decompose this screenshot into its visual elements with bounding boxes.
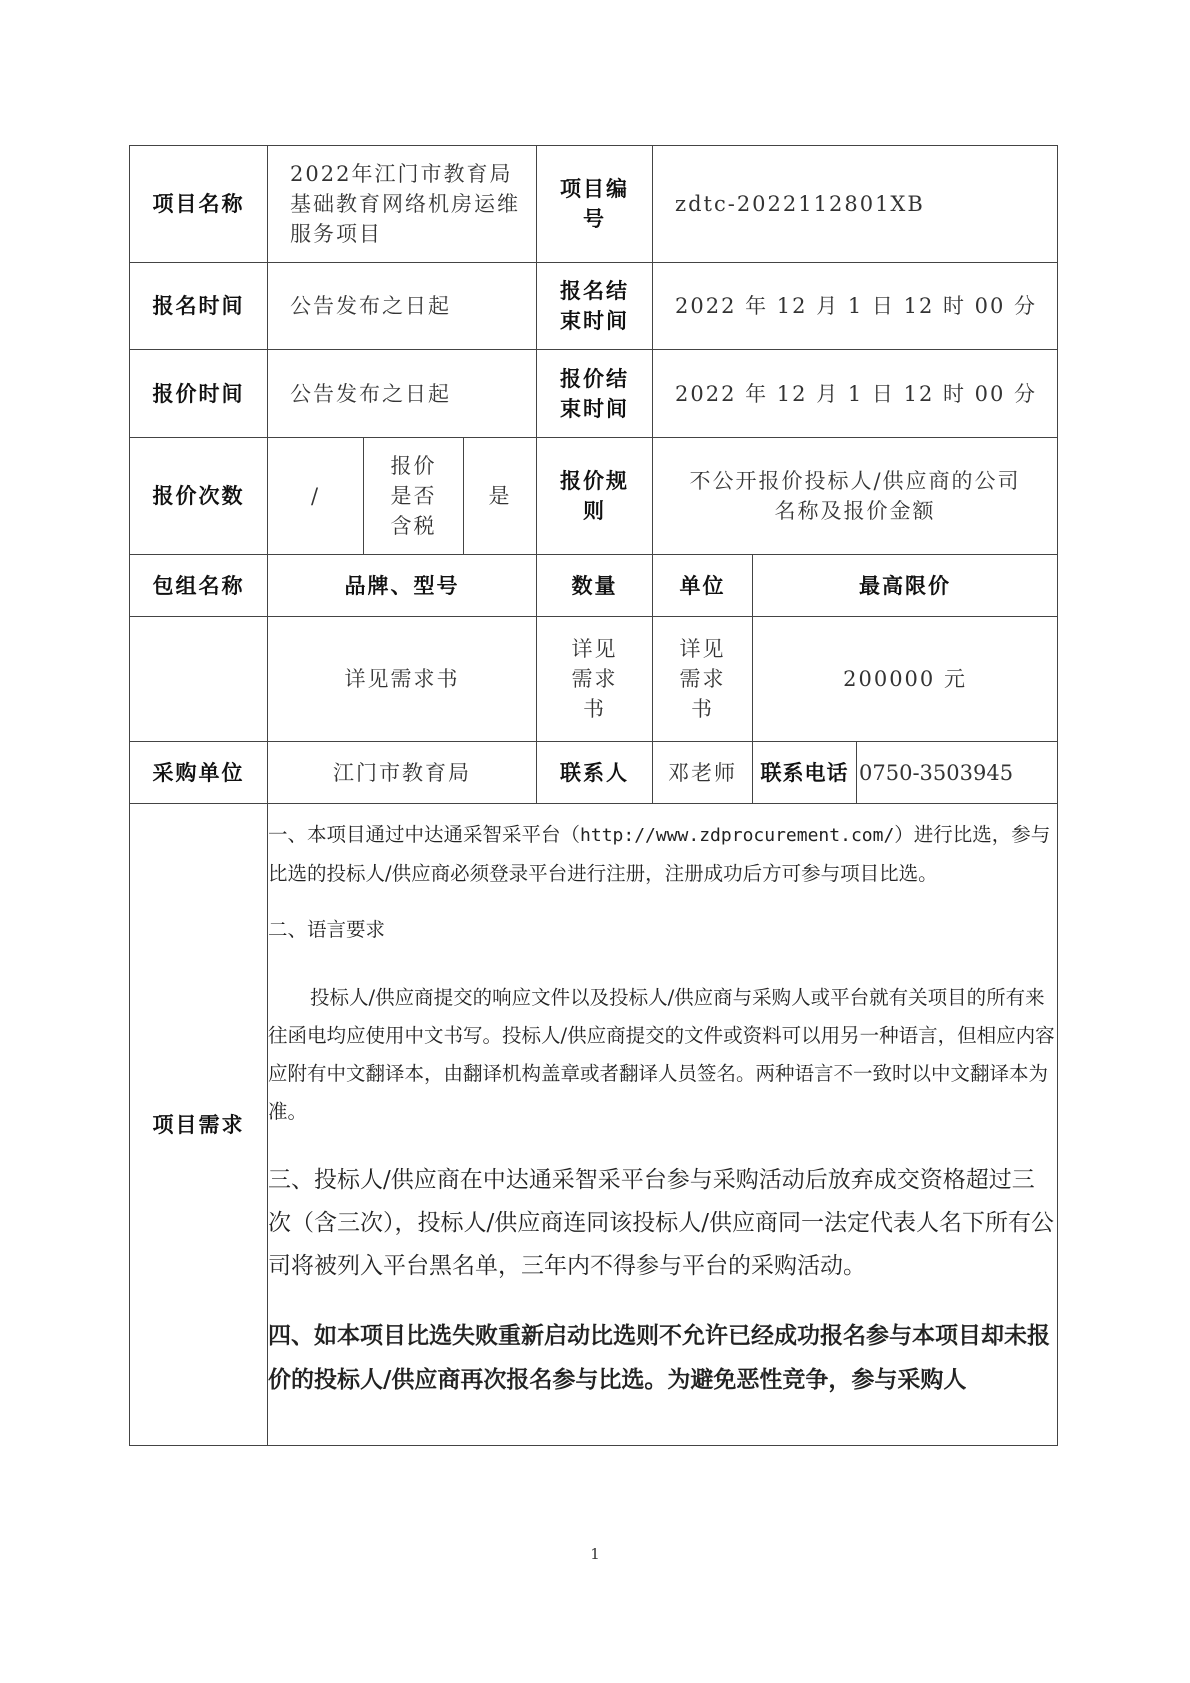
phone-value: 0750-3503945	[857, 742, 1058, 804]
req-p1-before: 一、本项目通过中达通采智采平台（	[268, 823, 581, 846]
signup-time-label: 报名时间	[130, 263, 268, 350]
goods-package	[130, 617, 268, 742]
requirements-row	[130, 804, 1058, 1446]
project-code-label: 项目编号	[537, 146, 653, 263]
signup-end-value: 2022 年 12 月 1 日 12 时 00 分	[653, 263, 1058, 350]
contact-label: 联系人	[537, 742, 653, 804]
requirement-paragraph-5: 四、如本项目比选失败重新启动比选则不允许已经成功报名参与本项目却未报价的投标人/供应商再次报名参与比选。为避免恶性竞争，参与采购人	[268, 1323, 1050, 1393]
quote-rule-value: 不公开报价投标人/供应商的公司名称及报价金额	[653, 438, 1058, 555]
row-quote-time	[130, 350, 1058, 438]
requirements-label: 项目需求	[130, 804, 268, 1446]
page-number: 1	[590, 1545, 600, 1563]
requirement-paragraph-1	[268, 804, 1057, 893]
row-quote-count	[130, 438, 1058, 555]
header-unit: 单位	[653, 555, 753, 617]
quote-end-value: 2022 年 12 月 1 日 12 时 00 分	[653, 350, 1058, 438]
goods-brand: 详见需求书	[268, 617, 537, 742]
project-name-label: 项目名称	[130, 146, 268, 263]
tax-value: 是	[464, 438, 537, 555]
platform-url: http://www.zdprocurement.com/	[580, 825, 895, 846]
project-code-value: zdtc-2022112801XB	[653, 146, 1058, 263]
procurement-table	[129, 145, 1058, 1446]
goods-header-row	[130, 555, 1058, 617]
goods-quantity: 详见需求书	[537, 617, 653, 742]
goods-row	[130, 617, 1058, 742]
tax-label: 报价是否含税	[364, 438, 464, 555]
requirement-paragraph-2: 二、语言要求	[268, 918, 386, 941]
goods-unit: 详见需求书	[653, 617, 753, 742]
phone-label: 联系电话	[753, 742, 857, 804]
header-quantity: 数量	[537, 555, 653, 617]
requirement-paragraph-4: 三、投标人/供应商在中达通采智采平台参与采购活动后放弃成交资格超过三次（含三次），投标人/供应商连同该投标人/供应商同一法定代表人名下所有公司将被列入平台黑名单，三年内不得参与平台的采购活动。	[268, 1167, 1054, 1279]
quote-end-label: 报价结束时间	[537, 350, 653, 438]
signup-end-label: 报名结束时间	[537, 263, 653, 350]
header-brand: 品牌、型号	[268, 555, 537, 617]
requirement-paragraph-3: 投标人/供应商提交的响应文件以及投标人/供应商与采购人或平台就有关项目的所有来往函电均应使用中文书写。投标人/供应商提交的文件或资料可以用另一种语言，但相应内容应附有中文翻译本，由翻译机构盖章或者翻译人员签名。两种语言不一致时以中文翻译本为准。	[268, 986, 1055, 1123]
requirements-content	[268, 804, 1058, 1446]
req-p1-after: ）进行比选，参与比选的投标人/供应商必须登录平台进行注册，注册成功后方可参与项目比选。	[268, 823, 1051, 885]
quote-count-value: /	[268, 438, 364, 555]
row-project-name	[130, 146, 1058, 263]
goods-max-price: 200000 元	[753, 617, 1058, 742]
purchaser-row	[130, 742, 1058, 804]
contact-value: 邓老师	[653, 742, 753, 804]
quote-time-value: 公告发布之日起	[268, 350, 537, 438]
quote-count-label: 报价次数	[130, 438, 268, 555]
project-name-value: 2022年江门市教育局基础教育网络机房运维服务项目	[268, 146, 537, 263]
quote-rule-label: 报价规则	[537, 438, 653, 555]
purchaser-value: 江门市教育局	[268, 742, 537, 804]
header-package: 包组名称	[130, 555, 268, 617]
purchaser-label: 采购单位	[130, 742, 268, 804]
row-signup-time	[130, 263, 1058, 350]
header-max-price: 最高限价	[753, 555, 1058, 617]
quote-time-label: 报价时间	[130, 350, 268, 438]
signup-time-value: 公告发布之日起	[268, 263, 537, 350]
